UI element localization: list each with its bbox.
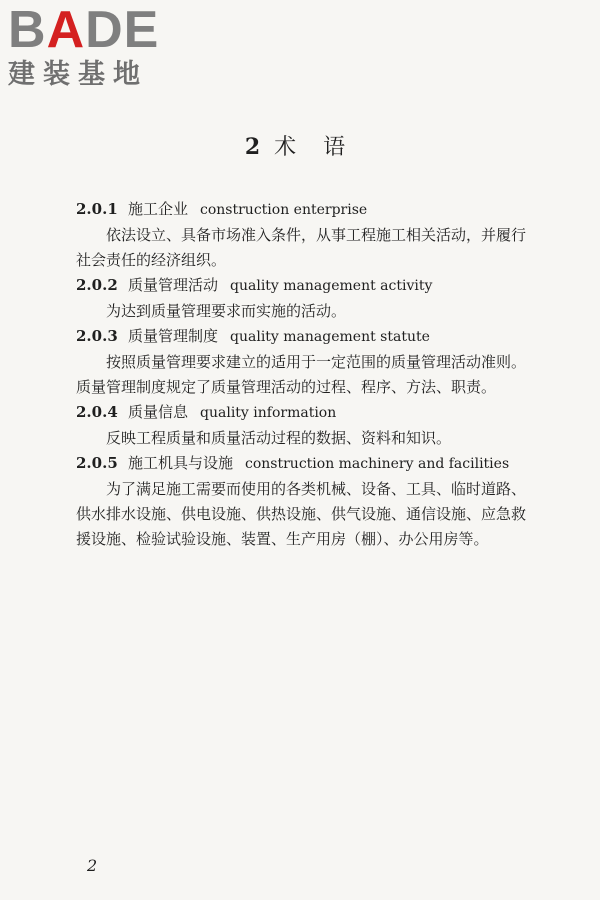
term-chinese: 施工机具与设施 <box>128 454 234 472</box>
page-number: 2 <box>87 856 98 875</box>
chapter-heading: 术 语 <box>274 135 356 160</box>
term-definition: 依法设立、具备市场准入条件，从事工程施工相关活动，并履行社会责任的经济组织。 <box>76 226 527 269</box>
term-heading <box>76 273 526 299</box>
term-2-0-2 <box>76 273 526 324</box>
term-english: quality management statute <box>230 329 430 345</box>
term-definition: 按照质量管理要求建立的适用于一定范围的质量管理活动准则。质量管理制度规定了质量管理活动的过程、程序、方法、职责。 <box>76 353 527 396</box>
term-chinese: 质量管理制度 <box>128 327 219 345</box>
term-2-0-4 <box>76 400 526 451</box>
term-2-0-3 <box>76 324 526 400</box>
term-heading <box>76 400 526 426</box>
chapter-title <box>0 130 600 161</box>
term-number: 2.0.4 <box>76 403 118 421</box>
term-english: construction enterprise <box>200 202 368 218</box>
term-number: 2.0.2 <box>76 276 118 294</box>
term-chinese: 质量信息 <box>128 403 189 421</box>
term-2-0-5 <box>76 451 526 552</box>
term-english: quality management activity <box>230 278 433 294</box>
logo-wordmark: BADE <box>8 1 160 59</box>
logo-subtitle: 建装基地 <box>8 59 148 90</box>
term-2-0-1 <box>76 197 526 273</box>
terms-list <box>76 197 526 552</box>
term-number: 2.0.3 <box>76 327 118 345</box>
chapter-number: 2 <box>244 134 261 160</box>
term-heading <box>76 197 526 223</box>
term-chinese: 施工企业 <box>128 200 189 218</box>
term-chinese: 质量管理活动 <box>128 276 219 294</box>
term-english: quality information <box>200 405 337 421</box>
term-definition: 反映工程质量和质量活动过程的数据、资料和知识。 <box>106 429 452 447</box>
term-definition: 为了满足施工需要而使用的各类机械、设备、工具、临时道路、供水排水设施、供电设施、供热设施、供气设施、通信设施、应急救援设施、检验试验设施、装置、生产用房（棚）、办公用房等。 <box>76 480 527 548</box>
term-english: construction machinery and facilities <box>245 456 510 472</box>
term-heading <box>76 451 526 477</box>
term-number: 2.0.1 <box>76 200 118 218</box>
term-heading <box>76 324 526 350</box>
bade-logo <box>8 1 178 99</box>
term-number: 2.0.5 <box>76 454 118 472</box>
term-definition: 为达到质量管理要求而实施的活动。 <box>106 302 347 320</box>
